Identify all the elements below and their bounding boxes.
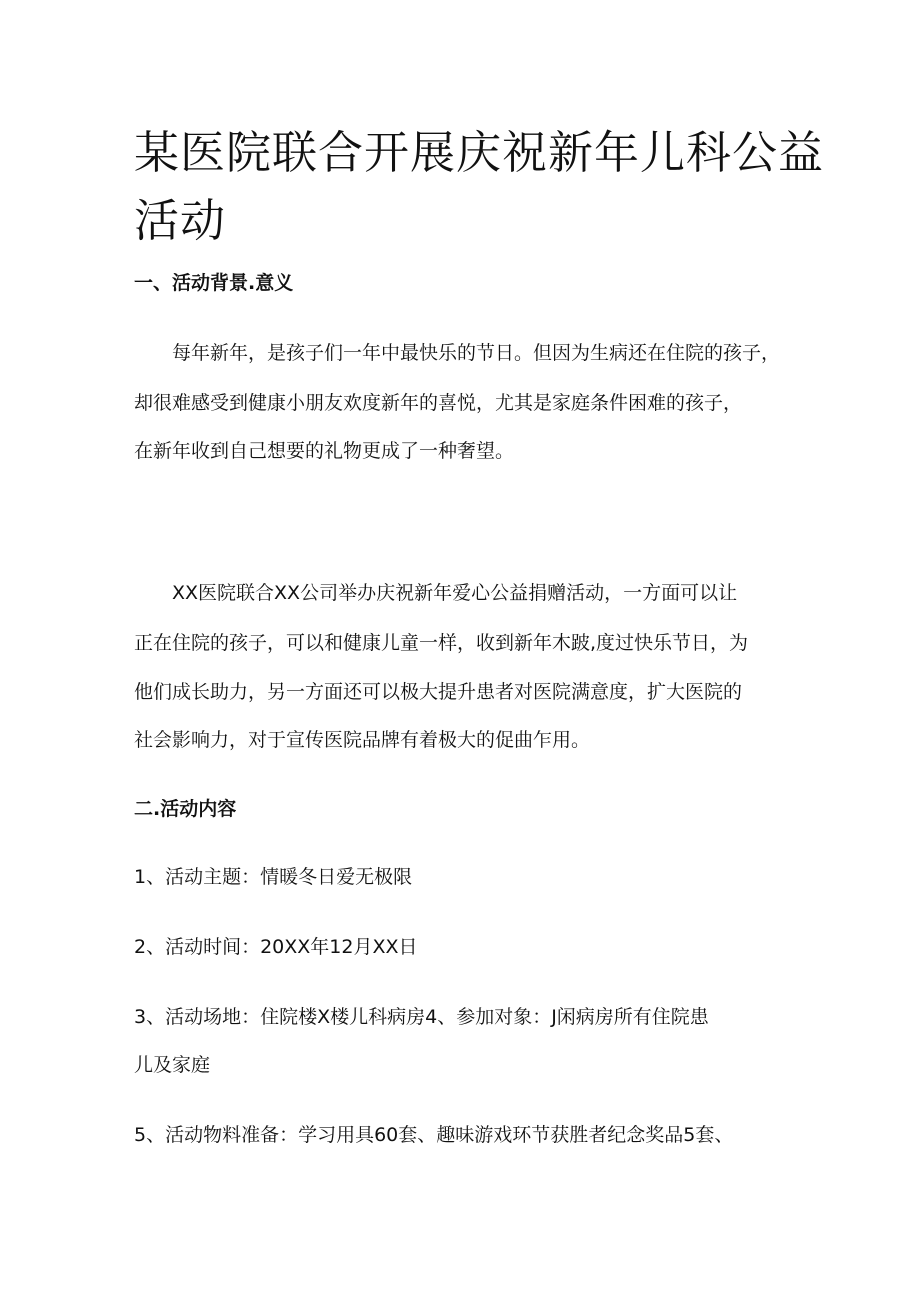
activity-materials-item: 5、活动物料准备：学习用具60套、趣味游戏环节获胜者纪念奖品5套、: [134, 1124, 734, 1146]
paragraph-2-line-3: 他们成长助力，另一方面还可以极大提升患者对医院满意度，扩大医院的: [134, 681, 743, 703]
activity-theme-item: 1、活动主题：情暖冬日爱无极限: [134, 866, 413, 888]
paragraph-1-line-3: 在新年收到自己想要的礼物更成了一种奢望。: [134, 440, 515, 462]
section-2-heading: 二.活动内容: [134, 798, 237, 820]
activity-venue-item-line-1: 3、活动场地：住院楼X楼儿科病房4、参加对象：J闲病房所有住院患: [134, 1006, 709, 1028]
paragraph-2-line-1: XX医院联合XX公司举办庆祝新年爱心公益捐赠活动，一方面可以让: [172, 582, 738, 604]
paragraph-2-line-2: 正在住院的孩子，可以和健康儿童一样，收到新年木跛,度过快乐节日，为: [134, 632, 749, 654]
activity-venue-item-line-2: 儿及家庭: [134, 1054, 211, 1076]
activity-time-item: 2、活动时间：20XX年12月XX日: [134, 936, 418, 958]
paragraph-1-line-2: 却很难感受到健康小朋友欢度新年的喜悦，尤其是家庭条件困难的孩子，: [134, 392, 743, 414]
document-title-line-2: 活动: [134, 194, 227, 247]
document-title-line-1: 某医院联合开展庆祝新年儿科公益: [134, 126, 825, 179]
paragraph-1-line-1: 每年新年，是孩子们一年中最快乐的节日。但因为生病还在住院的孩子，: [172, 342, 781, 364]
section-1-heading: 一、活动背景.意义: [134, 272, 294, 294]
paragraph-2-line-4: 社会影响力，对于宣传医院品牌有着极大的促曲乍用。: [134, 729, 591, 751]
